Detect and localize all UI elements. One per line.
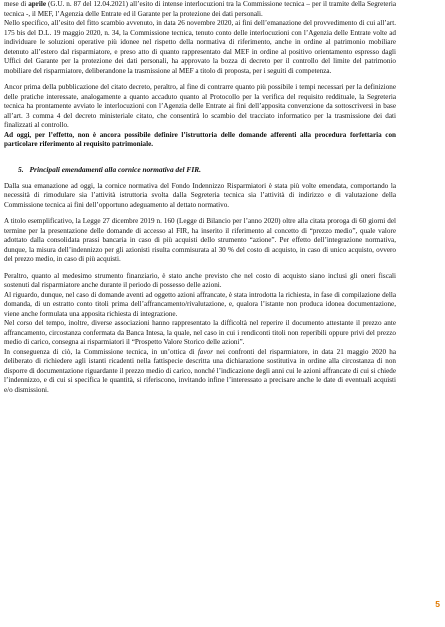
paragraph-text: Nello specifico, all’esito del fitto scambio avvenuto, in data 26 novembre 2020, ai fini dell’emanazione del provvedimento di cui all’art. 175 bis del D.L. 19 maggio 2020, n. 34, la Commissione tecnica, tenuto conto delle interlocuzioni con l’Agenzia delle Entrate volte ad individuare le soluzioni operative più idonee nel rispetto della normativa di riferimento, anche in ordine al patrimonio mobiliare detenuto all’estero dal risparmiatore, e preso atto di quanto rappresentato dal MEF in ordine al positivo orientamento espresso dagli Uffici del Garante per la protezione dei dati personali, ha approvato la bozza di decreto per il controllo del limite del patrimonio mobiliare del risparmiatore, deliberandone la trasmissione al MEF a titolo di proposta, per i seguiti di competenza.: [4, 19, 396, 75]
paragraph-spacer: [4, 210, 396, 217]
paragraph-text: In conseguenza di ciò, la Commissione tecnica, in un’ottica di: [4, 347, 198, 356]
section-title: Principali emendamenti alla cornice normativa del FIR.: [29, 164, 201, 174]
body-paragraph: [4, 291, 396, 320]
body-paragraph: [4, 131, 396, 150]
paragraph-text: Ancor prima della pubblicazione del citato decreto, peraltro, al fine di contrarre quanto più possibile i tempi necessari per la definizione delle pratiche interessate, analogamente a quanto accaduto quanto al Protocollo per la verifica del requisito reddituale, la Segreteria tecnica ha prontamente avviato le interlocuzioni con l’Agenzia delle Entrate ai fini dell’apposita convenzione da sottoscriversi in base all’art. 3 comma 4 del decreto ministeriale citato, che consentirà lo scambio del tracciato informatico per la trasmissione dei dati finalizzati al controllo.: [4, 83, 396, 129]
body-paragraph: [4, 83, 396, 131]
bold-text: Ad oggi, per l’effetto, non è ancora possibile definire l’istruttoria delle domande afferenti alla procedura forfettaria con particolare riferimento al requisito patrimoniale.: [4, 130, 396, 148]
section-spacer: [4, 150, 396, 165]
body-paragraph: [4, 0, 396, 19]
page-number: 5: [435, 599, 440, 609]
paragraph-text: nei confronti del risparmiatore, in data 21 maggio 2020 ha deliberato di richiedere agli istanti ricadenti nella fattispecie descritta una dichiarazione sostitutiva in ordine alla circostanza di non disporre di documentazione riguardante il prezzo medio di carico, nonché l’indicazione degli anni cui le azioni affrancate di cui si chiede l’indennizzo, e di cui si specifica le quantità, si riferiscono, invitando infine l’interessato a precisare anche le date di eventuali acquisti e/o dismissioni.: [4, 347, 397, 394]
document-body: [4, 0, 396, 395]
bold-text: aprile: [28, 0, 47, 8]
body-paragraph: [4, 182, 396, 211]
paragraph-text: Peraltro, quanto al medesimo strumento finanziario, è stato anche previsto che nel costo di acquisto siano inclusi gli oneri fiscali sostenuti dal risparmiatore anche durante il periodo di possesso delle azioni.: [4, 271, 396, 289]
paragraph-text: Nel corso del tempo, inoltre, diverse associazioni hanno rappresentato la difficoltà nel reperire il documento attestante il prezzo ante affrancamento, circostanza confermata da Banca Intesa, la quale, nel caso in cui i rendiconti titoli non reperibili oppure privi del prezzo medio di carico, consegna ai risparmiatori il “Prospetto Valore Storico delle azioni”.: [4, 319, 396, 346]
section-spacer-2: [4, 175, 396, 182]
italic-text: favor: [197, 347, 213, 356]
paragraph-spacer: [4, 265, 396, 272]
paragraph-text: Al riguardo, dunque, nel caso di domande aventi ad oggetto azioni affrancate, è stata introdotta la richiesta, in fase di compilazione della domanda, di un estratto conto titoli prima dell’affrancamento/rivalutazione, e, qualora l’istante non produca idonea documentazione, viene anche formulata una apposita richiesta di integrazione.: [4, 290, 396, 318]
paragraph-spacer: [4, 76, 396, 83]
body-paragraph: [4, 217, 396, 265]
body-paragraph: [4, 348, 396, 396]
body-paragraph: [4, 319, 396, 348]
section-heading: [4, 165, 396, 175]
section-number: 5.: [18, 164, 24, 174]
paragraph-group-1: [4, 0, 396, 150]
paragraph-text: (G.U. n. 87 del 12.04.2021) all’esito di intense interlocuzioni tra la Commissione tecnica – per il tramite della Segreteria tecnica -, il MEF, l’Agenzia delle Entrate ed il Garante per la protezione dei dati personali.: [4, 0, 397, 18]
paragraph-text: mese di: [4, 0, 29, 8]
body-paragraph: [4, 19, 396, 76]
paragraph-text: Dalla sua emanazione ad oggi, la cornice normativa del Fondo Indennizzo Risparmiatori è stata più volte emendata, comportando la necessità di rimodulare sia l’attività istruttoria svolta dalla Segreteria tecnica sia l’attività di indirizzo e di valutazione della Commissione tecnica ai fini dell’opportuno adeguamento al dettato normativo.: [4, 181, 396, 209]
body-paragraph: [4, 272, 396, 291]
paragraph-text: A titolo esemplificativo, la Legge 27 dicembre 2019 n. 160 (Legge di Bilancio per l’anno 2020) oltre alla citata proroga di 60 giorni del termine per la presentazione delle domande di accesso al FIR, ha inserito il riferimento al concetto di “prezzo medio”, quale valore adottato dalla consolidata prassi bancaria in caso di più acquisti dello strumento “azione”. Per effetto dell’integrazione normativa, dunque, la misura dell’indennizzo per gli azionisti risulta commisurata al 30 % del costo di acquisto, in caso di unico acquisto, ovvero del prezzo medio, in caso di più acquisti.: [4, 217, 396, 263]
paragraph-group-2: [4, 182, 396, 396]
